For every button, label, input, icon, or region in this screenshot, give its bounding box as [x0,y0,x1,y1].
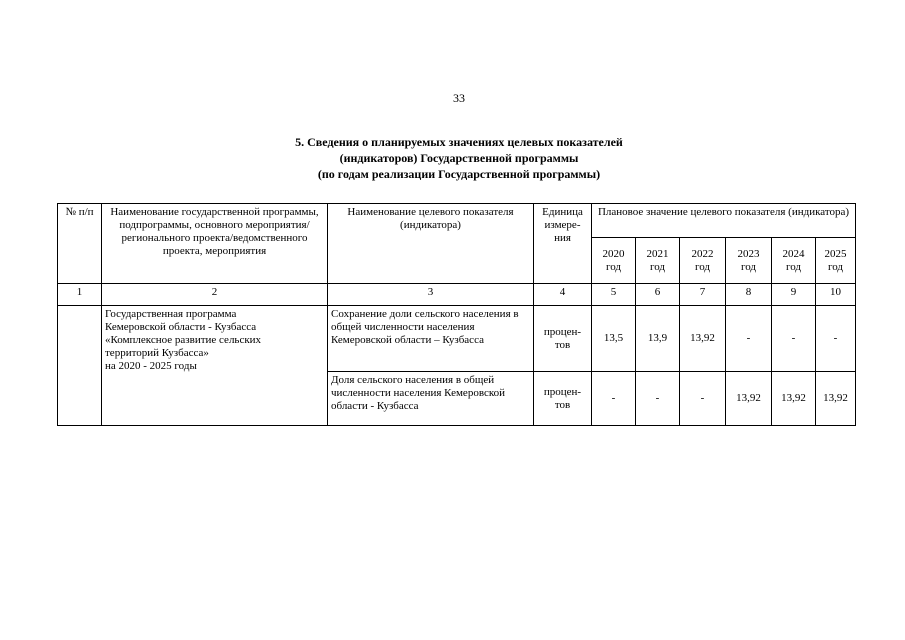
column-number: 1 [58,284,102,306]
indicator-value: 13,5 [592,306,636,372]
column-number: 10 [816,284,856,306]
indicator-name: Доля сельского населения в общей численности населения Кемеровской области - Кузбасса [328,372,534,426]
indicator-value: 13,9 [636,306,680,372]
column-number: 4 [534,284,592,306]
program-name-line: «Комплексное развитие сельских [105,334,262,346]
header-year: 2023 год [726,238,772,284]
indicator-value: 13,92 [772,372,816,426]
indicator-unit: процен-тов [534,372,592,426]
indicator-value: - [636,372,680,426]
program-name-line: Государственная программа [105,308,237,320]
column-number: 8 [726,284,772,306]
table-row [58,306,856,372]
column-number: 6 [636,284,680,306]
column-number: 2 [102,284,328,306]
indicator-value: 13,92 [680,306,726,372]
header-year: 2024 год [772,238,816,284]
program-num [58,306,102,426]
title-line-2: (индикаторов) Государственной программы [339,151,579,165]
indicator-value: - [772,306,816,372]
page-number: 33 [453,91,465,105]
indicator-value: - [816,306,856,372]
program-name-line: на 2020 - 2025 годы [105,360,197,372]
indicator-value: - [680,372,726,426]
indicator-name: Сохранение доли сельского населения в общей численности населения Кемеровской области – Кузбасса [328,306,534,372]
indicator-value: 13,92 [816,372,856,426]
header-year: 2020 год [592,238,636,284]
indicator-value: 13,92 [726,372,772,426]
title-line-1: 5. Сведения о планируемых значениях целевых показателей [295,135,623,149]
document-title [0,134,905,182]
title-line-3: (по годам реализации Государственной программы) [317,167,601,181]
indicator-value: - [726,306,772,372]
header-num: № п/п [58,204,102,284]
column-number: 7 [680,284,726,306]
header-year: 2022 год [680,238,726,284]
column-number: 5 [592,284,636,306]
header-program-name: Наименование государственной программы, подпрограммы, основного мероприятия/регионального проекта/ведомственного проекта, мероприятия [102,204,328,284]
header-year: 2025 год [816,238,856,284]
indicator-value: - [592,372,636,426]
indicators-table [57,203,856,426]
header-indicator-name: Наименование целевого показателя (индикатора) [328,204,534,284]
program-name-line: Кемеровской области - Кузбасса [105,321,257,333]
program-name [102,306,328,426]
column-numbers-row [58,284,856,306]
header-year: 2021 год [636,238,680,284]
column-number: 9 [772,284,816,306]
program-name-line: территорий Кузбасса» [105,347,209,359]
header-planned-value: Плановое значение целевого показателя (индикатора) [592,204,856,238]
column-number: 3 [328,284,534,306]
header-unit: Единица измере-ния [534,204,592,284]
indicator-unit: процен-тов [534,306,592,372]
